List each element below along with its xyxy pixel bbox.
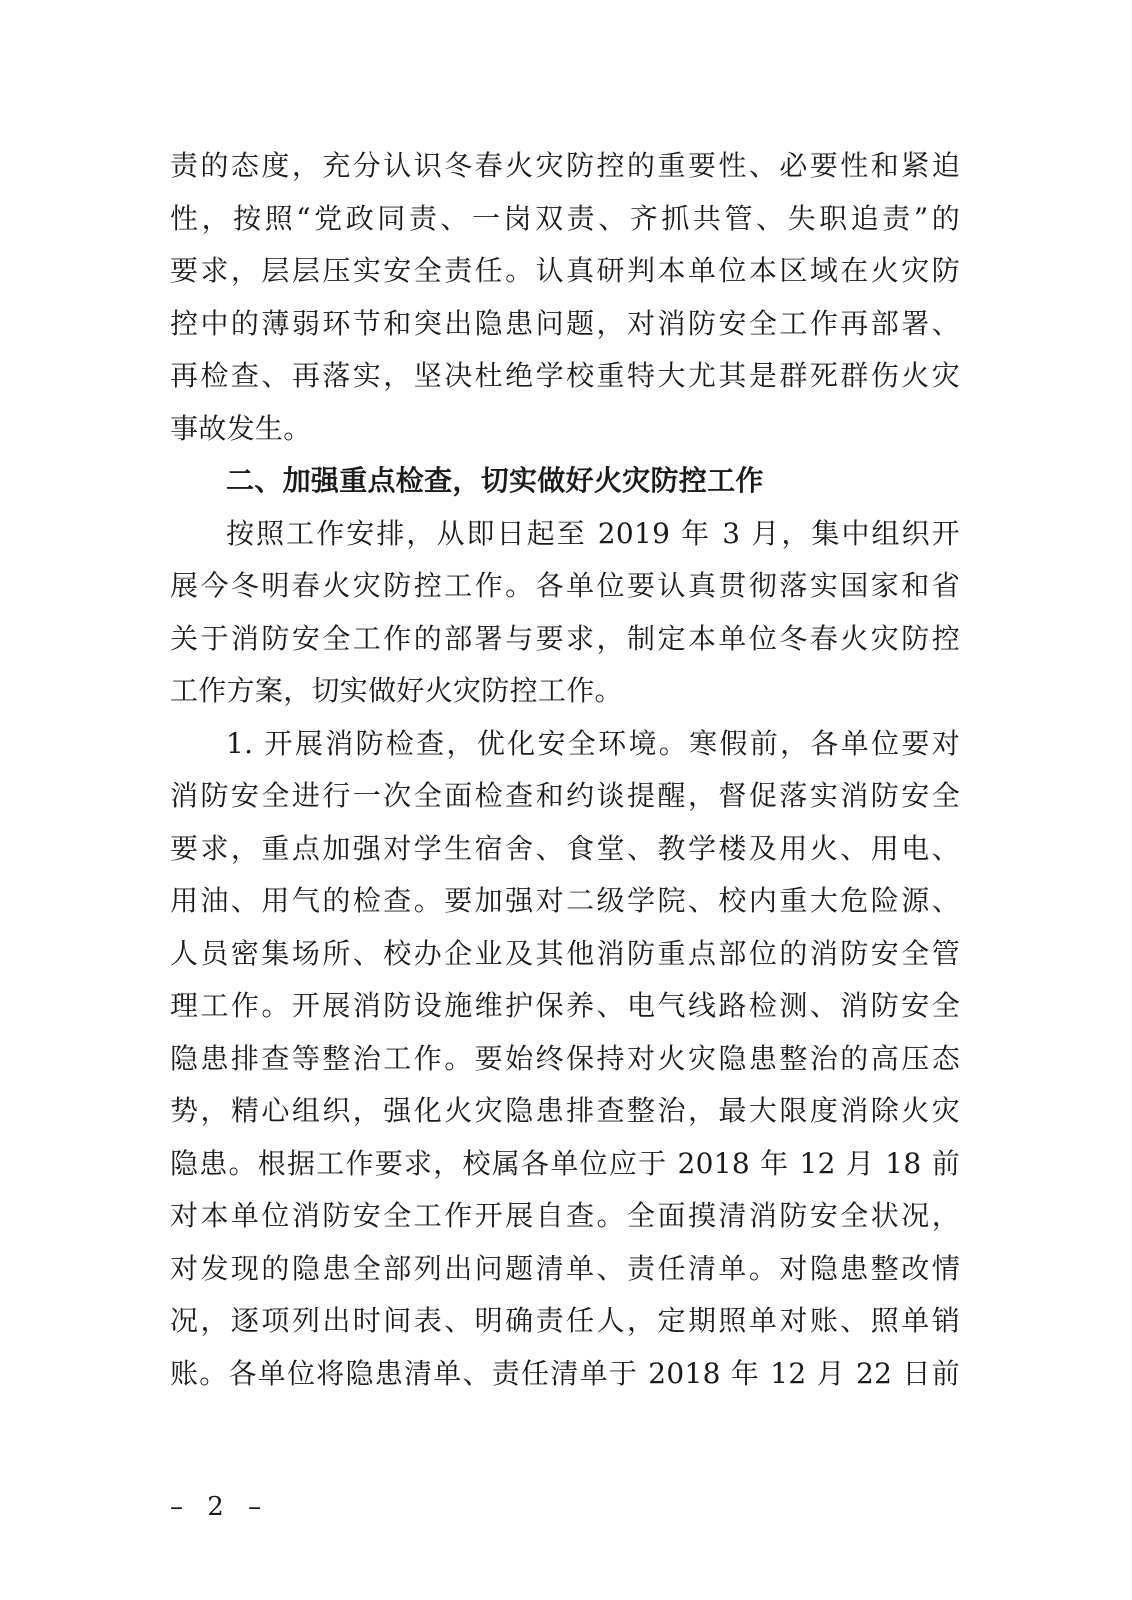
paragraph-line: 账。各单位将隐患清单、责任清单于 2018 年 12 月 22 日前 bbox=[170, 1356, 960, 1390]
paragraph-line: 控中的薄弱环节和突出隐患问题，对消防安全工作再部署、 bbox=[170, 306, 960, 340]
paragraph-line: 况，逐项列出时间表、明确责任人，定期照单对账、照单销 bbox=[170, 1304, 960, 1337]
paragraph-line: 性，按照“党政同责、一岗双责、齐抓共管、失职追责”的 bbox=[170, 201, 960, 235]
paragraph-line: 对本单位消防安全工作开展自查。全面摸清消防安全状况， bbox=[170, 1199, 960, 1232]
paragraph-line: 责的态度，充分认识冬春火灾防控的重要性、必要性和紧迫 bbox=[170, 149, 960, 182]
paragraph-line: 理工作。开展消防设施维护保养、电气线路检测、消防安全 bbox=[170, 989, 960, 1022]
paragraph-line: 1. 开展消防检查，优化安全环境。寒假前，各单位要对 bbox=[226, 726, 960, 760]
paragraph-line: 按照工作安排，从即日起至 2019 年 3 月，集中组织开 bbox=[226, 516, 960, 550]
section-heading: 二、加强重点检查，切实做好火灾防控工作 bbox=[226, 464, 764, 497]
paragraph-line: 人员密集场所、校办企业及其他消防重点部位的消防安全管 bbox=[170, 936, 960, 970]
paragraph-line: 要求，重点加强对学生宿舍、食堂、教学楼及用火、用电、 bbox=[170, 831, 960, 865]
paragraph-line: 隐患。根据工作要求，校属各单位应于 2018 年 12 月 18 前 bbox=[170, 1146, 960, 1180]
paragraph-line: 展今冬明春火灾防控工作。各单位要认真贯彻落实国家和省 bbox=[170, 569, 960, 602]
paragraph-line: 关于消防安全工作的部署与要求，制定本单位冬春火灾防控 bbox=[170, 621, 960, 655]
paragraph-line: 隐患排查等整治工作。要始终保持对火灾隐患整治的高压态 bbox=[170, 1041, 960, 1075]
paragraph-line: 消防安全进行一次全面检查和约谈提醒，督促落实消防安全 bbox=[170, 779, 960, 812]
paragraph-line: 事故发生。 bbox=[170, 411, 312, 445]
body-text bbox=[170, 140, 960, 1400]
paragraph-line: 用油、用气的检查。要加强对二级学院、校内重大危险源、 bbox=[170, 884, 960, 917]
paragraph-line: 再检查、再落实，坚决杜绝学校重特大尤其是群死群伤火灾 bbox=[170, 359, 960, 392]
page-number: – 2 – bbox=[170, 1492, 270, 1522]
paragraph-line: 对发现的隐患全部列出问题清单、责任清单。对隐患整改情 bbox=[170, 1251, 960, 1285]
paragraph-line: 要求，层层压实安全责任。认真研判本单位本区域在火灾防 bbox=[170, 254, 960, 287]
paragraph-line: 工作方案，切实做好火灾防控工作。 bbox=[170, 674, 623, 707]
paragraph-line: 势，精心组织，强化火灾隐患排查整治，最大限度消除火灾 bbox=[170, 1094, 960, 1127]
